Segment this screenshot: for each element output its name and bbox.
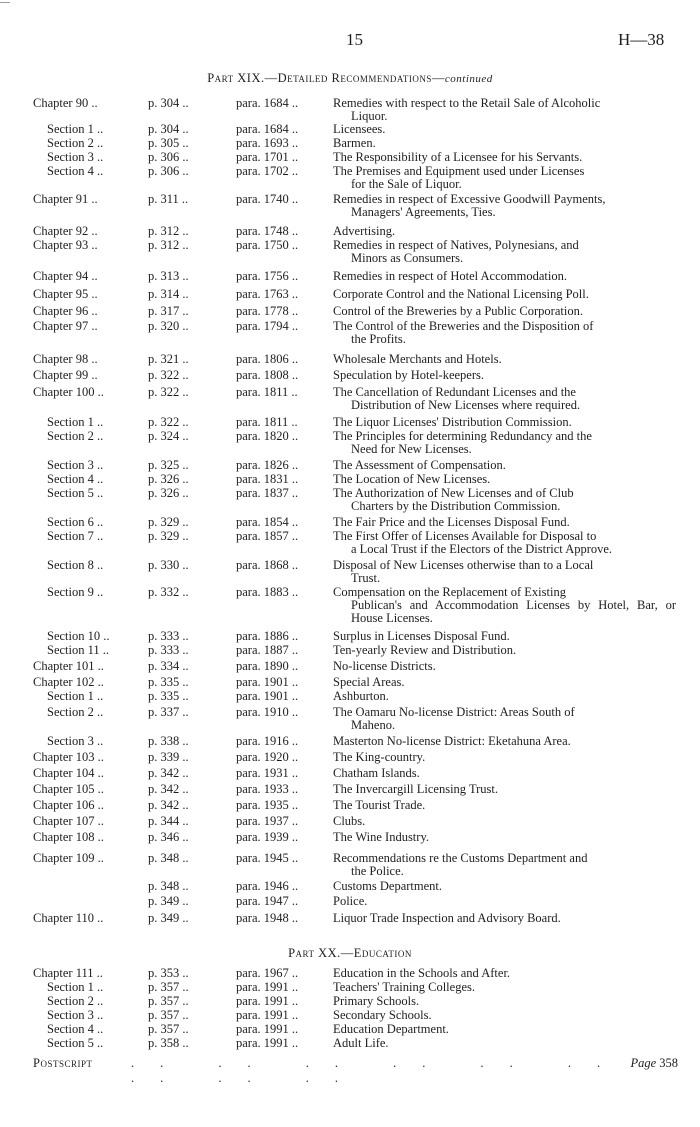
entry-title-line: Masterton No-license District: Eketahuna Area. — [333, 734, 571, 748]
entry-title-line: Police. — [333, 894, 368, 908]
paragraph-reference: para. 1820 .. — [236, 429, 299, 443]
paragraph-reference: para. 1939 .. — [236, 830, 299, 844]
section-label: Section 8 .. — [47, 558, 104, 572]
entry-title — [333, 459, 676, 472]
page-reference: p. 349 .. — [148, 894, 189, 908]
postscript-page-word: Page — [630, 1056, 657, 1070]
entry-title — [333, 852, 676, 878]
page-reference: p. 333 .. — [148, 629, 189, 643]
part-xx-heading-text: Part XX.—Education — [288, 946, 412, 960]
paragraph-reference: para. 1947 .. — [236, 894, 299, 908]
entry-title — [333, 690, 676, 703]
chapter-label: Chapter 101 .. — [33, 659, 104, 673]
chapter-label: Chapter 98 .. — [33, 352, 98, 366]
section-label: Section 2 .. — [47, 705, 104, 719]
entry-title-line: The First Offer of Licenses Available for Disposal to — [333, 529, 597, 543]
section-label: Section 3 .. — [47, 1008, 104, 1022]
page-reference: p. 306 .. — [148, 150, 189, 164]
entry-title — [333, 815, 676, 828]
page-reference: p. 321 .. — [148, 352, 189, 366]
page-reference: p. 357 .. — [148, 994, 189, 1008]
paragraph-reference: para. 1883 .. — [236, 585, 299, 599]
page-reference: p. 333 .. — [148, 643, 189, 657]
paragraph-reference: para. 1756 .. — [236, 269, 299, 283]
entry-title — [333, 416, 676, 429]
paragraph-reference: para. 1806 .. — [236, 352, 299, 366]
entry-title-line: The Wine Industry. — [333, 830, 430, 844]
page-reference: p. 322 .. — [148, 368, 189, 382]
entry-title — [333, 751, 676, 764]
entry-title-continuation: Need for New Licenses. — [351, 442, 472, 456]
entry-title-line: The Location of New Licenses. — [333, 472, 491, 486]
entry-title — [333, 630, 676, 643]
paragraph-reference: para. 1794 .. — [236, 319, 299, 333]
paragraph-reference: para. 1991 .. — [236, 1036, 299, 1050]
entry-title-line: Surplus in Licenses Disposal Fund. — [333, 629, 510, 643]
entry-title-continuation: the Profits. — [351, 332, 406, 346]
paragraph-reference: para. 1935 .. — [236, 798, 299, 812]
page-reference: p. 334 .. — [148, 659, 189, 673]
section-label: Section 4 .. — [47, 472, 104, 486]
page-reference: p. 304 .. — [148, 122, 189, 136]
paragraph-reference: para. 1916 .. — [236, 734, 299, 748]
page-reference: p. 312 .. — [148, 238, 189, 252]
entry-title-line: Education in the Schools and After. — [333, 966, 511, 980]
paragraph-reference: para. 1740 .. — [236, 192, 299, 206]
entry-title-line: Liquor Trade Inspection and Advisory Board. — [333, 911, 561, 925]
entry-title — [333, 644, 676, 657]
entry-title-line: The Premises and Equipment used under Licenses — [333, 164, 585, 178]
paragraph-reference: para. 1811 .. — [236, 385, 298, 399]
page-reference: p. 357 .. — [148, 980, 189, 994]
entry-title-line: The Responsibility of a Licensee for his Servants. — [333, 150, 583, 164]
page-reference: p. 322 .. — [148, 385, 189, 399]
entry-title — [333, 430, 676, 456]
paragraph-reference: para. 1887 .. — [236, 643, 299, 657]
entry-title — [333, 676, 676, 689]
entry-title — [333, 151, 676, 164]
entry-title — [333, 895, 676, 908]
entry-title — [333, 353, 676, 366]
entry-title-continuation: for the Sale of Liquor. — [351, 177, 462, 191]
postscript-leaders: .. .. .. .. .. .. .. .. .. — [131, 1056, 627, 1085]
section-label: Section 6 .. — [47, 515, 104, 529]
chapter-label: Chapter 104 .. — [33, 766, 104, 780]
chapter-label: Chapter 93 .. — [33, 238, 98, 252]
section-label: Section 2 .. — [47, 994, 104, 1008]
entry-title-line: Clubs. — [333, 814, 366, 828]
paragraph-reference: para. 1931 .. — [236, 766, 299, 780]
paragraph-reference: para. 1831 .. — [236, 472, 299, 486]
part-xix-heading-text: Part XIX.—Detailed Recommendations— — [207, 71, 445, 85]
entry-title-line: Remedies in respect of Hotel Accommodation. — [333, 269, 567, 283]
page-reference: p. 326 .. — [148, 486, 189, 500]
entry-title-continuation: the Police. — [351, 864, 404, 878]
paragraph-reference: para. 1868 .. — [236, 558, 299, 572]
entry-title — [333, 473, 676, 486]
page-reference: p. 329 .. — [148, 515, 189, 529]
paragraph-reference: para. 1910 .. — [236, 705, 299, 719]
corner-mark — [0, 2, 10, 3]
entry-title-continuation: Distribution of New Licenses where required. — [351, 398, 581, 412]
paragraph-reference: para. 1701 .. — [236, 150, 299, 164]
paragraph-reference: para. 1826 .. — [236, 458, 299, 472]
chapter-label: Chapter 99 .. — [33, 368, 98, 382]
page-reference: p. 342 .. — [148, 798, 189, 812]
entry-title-line: Teachers' Training Colleges. — [333, 980, 475, 994]
entry-title-line: Barmen. — [333, 136, 376, 150]
entry-title-line: Licensees. — [333, 122, 386, 136]
paragraph-reference: para. 1991 .. — [236, 1008, 299, 1022]
entry-title-line: The Liquor Licenses' Distribution Commission. — [333, 415, 572, 429]
chapter-label: Chapter 109 .. — [33, 851, 104, 865]
entry-title-line: The Tourist Trade. — [333, 798, 426, 812]
entry-title-line: The Invercargill Licensing Trust. — [333, 782, 499, 796]
postscript-page-number: 358 — [659, 1056, 678, 1070]
paragraph-reference: para. 1991 .. — [236, 1022, 299, 1036]
paragraph-reference: para. 1778 .. — [236, 304, 299, 318]
chapter-label: Chapter 94 .. — [33, 269, 98, 283]
entry-title — [333, 487, 676, 513]
section-label: Section 2 .. — [47, 429, 104, 443]
entry-title-line: Ashburton. — [333, 689, 389, 703]
chapter-label: Chapter 105 .. — [33, 782, 104, 796]
entry-title-line: Compensation on the Replacement of Existing — [333, 585, 566, 599]
entry-title-line: Customs Department. — [333, 879, 443, 893]
entry-title — [333, 1009, 676, 1022]
page-reference: p. 337 .. — [148, 705, 189, 719]
entry-title-line: Advertising. — [333, 224, 396, 238]
page-reference: p. 320 .. — [148, 319, 189, 333]
page-reference: p. 313 .. — [148, 269, 189, 283]
section-label: Section 4 .. — [47, 1022, 104, 1036]
entry-title — [333, 288, 676, 301]
entry-title-line: The Control of the Breweries and the Disposition of — [333, 319, 594, 333]
entry-title — [333, 369, 676, 382]
entry-title-line: Adult Life. — [333, 1036, 389, 1050]
section-label: Section 2 .. — [47, 136, 104, 150]
page-reference: p. 344 .. — [148, 814, 189, 828]
entry-title — [333, 530, 676, 556]
entry-title — [333, 165, 676, 191]
paragraph-reference: para. 1750 .. — [236, 238, 299, 252]
chapter-label: Chapter 108 .. — [33, 830, 104, 844]
paragraph-reference: para. 1991 .. — [236, 980, 299, 994]
entry-title-line: The Cancellation of Redundant Licenses and the — [333, 385, 576, 399]
chapter-label: Chapter 97 .. — [33, 319, 98, 333]
page-reference: p. 324 .. — [148, 429, 189, 443]
entry-title-line: Education Department. — [333, 1022, 449, 1036]
page-reference: p. 314 .. — [148, 287, 189, 301]
section-label: Section 4 .. — [47, 164, 104, 178]
postscript-page — [630, 1056, 678, 1071]
entry-title-line: No-license Districts. — [333, 659, 436, 673]
entry-title — [333, 193, 676, 219]
entry-title-line: Speculation by Hotel-keepers. — [333, 368, 484, 382]
entry-title — [333, 586, 676, 625]
page-reference: p. 330 .. — [148, 558, 189, 572]
section-label: Section 5 .. — [47, 486, 104, 500]
paragraph-reference: para. 1945 .. — [236, 851, 299, 865]
entry-title-line: The Assessment of Compensation. — [333, 458, 506, 472]
entry-title — [333, 783, 676, 796]
page-reference: p. 335 .. — [148, 675, 189, 689]
paragraph-reference: para. 1857 .. — [236, 529, 299, 543]
section-label: Section 1 .. — [47, 980, 104, 994]
entry-title-line: Remedies in respect of Excessive Goodwill Payments, — [333, 192, 606, 206]
paragraph-reference: para. 1748 .. — [236, 224, 299, 238]
chapter-label: Chapter 111 .. — [33, 966, 103, 980]
entry-title — [333, 995, 676, 1008]
page-reference: p. 346 .. — [148, 830, 189, 844]
paragraph-reference: para. 1808 .. — [236, 368, 299, 382]
chapter-label: Chapter 102 .. — [33, 675, 104, 689]
paragraph-reference: para. 1890 .. — [236, 659, 299, 673]
entry-title — [333, 799, 676, 812]
page-reference: p. 339 .. — [148, 750, 189, 764]
paragraph-reference: para. 1763 .. — [236, 287, 299, 301]
paragraph-reference: para. 1684 .. — [236, 96, 299, 110]
entry-title — [333, 831, 676, 844]
chapter-label: Chapter 106 .. — [33, 798, 104, 812]
page-reference: p. 357 .. — [148, 1008, 189, 1022]
paragraph-reference: para. 1920 .. — [236, 750, 299, 764]
entry-title — [333, 320, 676, 346]
chapter-label: Chapter 110 .. — [33, 911, 104, 925]
entry-title — [333, 123, 676, 136]
entry-title — [333, 981, 676, 994]
entry-title-line: Disposal of New Licenses otherwise than to a Local — [333, 558, 594, 572]
entry-title-line: Primary Schools. — [333, 994, 420, 1008]
entry-title-line: Ten-yearly Review and Distribution. — [333, 643, 517, 657]
entry-title-line: Remedies in respect of Natives, Polynesians, and — [333, 238, 579, 252]
section-label: Section 7 .. — [47, 529, 104, 543]
paragraph-reference: para. 1886 .. — [236, 629, 299, 643]
entry-title — [333, 270, 676, 283]
entry-title-line: Recommendations re the Customs Department and — [333, 851, 588, 865]
entry-title-line: The King-country. — [333, 750, 426, 764]
entry-title-continuation: Minors as Consumers. — [351, 251, 464, 265]
paragraph-reference: para. 1684 .. — [236, 122, 299, 136]
entry-title — [333, 880, 676, 893]
entry-title-line: The Oamaru No-license District: Areas South of — [333, 705, 575, 719]
page-reference: p. 358 .. — [148, 1036, 189, 1050]
page-reference: p. 342 .. — [148, 782, 189, 796]
entry-title-continuation: Publican's and Accommodation Licenses by Hotel, Bar, or House Licenses. — [351, 598, 676, 625]
page-reference: p. 357 .. — [148, 1022, 189, 1036]
entry-title — [333, 735, 676, 748]
entry-title-continuation: Managers' Agreements, Ties. — [351, 205, 496, 219]
page-reference: p. 326 .. — [148, 472, 189, 486]
page-reference: p. 348 .. — [148, 879, 189, 893]
entry-title-line: Secondary Schools. — [333, 1008, 432, 1022]
chapter-label: Chapter 92 .. — [33, 224, 98, 238]
chapter-label: Chapter 103 .. — [33, 750, 104, 764]
page-reference: p. 317 .. — [148, 304, 189, 318]
entry-title-line: Wholesale Merchants and Hotels. — [333, 352, 502, 366]
paragraph-reference: para. 1854 .. — [236, 515, 299, 529]
page-reference: p. 338 .. — [148, 734, 189, 748]
entry-title — [333, 660, 676, 673]
paragraph-reference: para. 1946 .. — [236, 879, 299, 893]
page-reference: p. 342 .. — [148, 766, 189, 780]
entry-title — [333, 386, 676, 412]
entry-title-continuation: Charters by the Distribution Commission. — [351, 499, 561, 513]
chapter-label: Chapter 91 .. — [33, 192, 98, 206]
entry-title — [333, 225, 676, 238]
page-reference: p. 349 .. — [148, 911, 189, 925]
entry-title — [333, 967, 676, 980]
chapter-label: Chapter 100 .. — [33, 385, 104, 399]
entry-title-line: The Authorization of New Licenses and of Club — [333, 486, 574, 500]
section-label: Section 11 .. — [47, 643, 110, 657]
page-reference: p. 312 .. — [148, 224, 189, 238]
page-reference: p. 325 .. — [148, 458, 189, 472]
entry-title — [333, 1023, 676, 1036]
entry-title — [333, 767, 676, 780]
entry-title-line: Remedies with respect to the Retail Sale of Alcoholic — [333, 96, 601, 110]
section-label: Section 5 .. — [47, 1036, 104, 1050]
paragraph-reference: para. 1837 .. — [236, 486, 299, 500]
entry-title-continuation: Liquor. — [351, 109, 388, 123]
paragraph-reference: para. 1901 .. — [236, 689, 299, 703]
section-label: Section 10 .. — [47, 629, 110, 643]
page-reference: p. 304 .. — [148, 96, 189, 110]
entry-title-line: Chatham Islands. — [333, 766, 420, 780]
page-reference: p. 305 .. — [148, 136, 189, 150]
page-reference: p. 306 .. — [148, 164, 189, 178]
part-xix-heading-continued: continued — [444, 73, 493, 85]
paragraph-reference: para. 1937 .. — [236, 814, 299, 828]
page-reference: p. 348 .. — [148, 851, 189, 865]
page-reference: p. 335 .. — [148, 689, 189, 703]
section-label: Section 3 .. — [47, 458, 104, 472]
paragraph-reference: para. 1933 .. — [236, 782, 299, 796]
entry-title-continuation: a Local Trust if the Electors of the District Approve. — [351, 542, 613, 556]
entry-title-line: Corporate Control and the National Licensing Poll. — [333, 287, 589, 301]
entry-title — [333, 305, 676, 318]
paragraph-reference: para. 1811 .. — [236, 415, 298, 429]
paragraph-reference: para. 1967 .. — [236, 966, 299, 980]
entry-title-line: The Principles for determining Redundancy and the — [333, 429, 592, 443]
entry-title — [333, 516, 676, 529]
entry-title-line: The Fair Price and the Licenses Disposal Fund. — [333, 515, 570, 529]
paragraph-reference: para. 1693 .. — [236, 136, 299, 150]
part-xix-heading — [0, 71, 700, 86]
paragraph-reference: para. 1702 .. — [236, 164, 299, 178]
section-label: Section 1 .. — [47, 415, 104, 429]
section-label: Section 9 .. — [47, 585, 104, 599]
page-reference: p. 329 .. — [148, 529, 189, 543]
section-label: Section 3 .. — [47, 734, 104, 748]
entry-title-continuation: Maheno. — [351, 718, 396, 732]
part-xx-heading — [0, 946, 700, 961]
section-label: Section 3 .. — [47, 150, 104, 164]
paragraph-reference: para. 1901 .. — [236, 675, 299, 689]
section-label: Section 1 .. — [47, 122, 104, 136]
entry-title-line: Special Areas. — [333, 675, 405, 689]
paragraph-reference: para. 1948 .. — [236, 911, 299, 925]
page-reference: p. 322 .. — [148, 415, 189, 429]
page-reference: p. 353 .. — [148, 966, 189, 980]
chapter-label: Chapter 96 .. — [33, 304, 98, 318]
chapter-label: Chapter 90 .. — [33, 96, 98, 110]
entry-title — [333, 97, 676, 123]
postscript-label: Postscript — [33, 1056, 93, 1070]
chapter-label: Chapter 107 .. — [33, 814, 104, 828]
entry-title-continuation: Trust. — [351, 571, 381, 585]
entry-title — [333, 1037, 676, 1050]
page-reference: p. 332 .. — [148, 585, 189, 599]
section-label: Section 1 .. — [47, 689, 104, 703]
page-number: 15 — [346, 30, 363, 49]
entry-title — [333, 137, 676, 150]
chapter-label: Chapter 95 .. — [33, 287, 98, 301]
page-reference: p. 311 .. — [148, 192, 189, 206]
entry-title — [333, 912, 676, 925]
entry-title — [333, 706, 676, 732]
paragraph-reference: para. 1991 .. — [236, 994, 299, 1008]
entry-title-line: Control of the Breweries by a Public Corporation. — [333, 304, 583, 318]
entry-title — [333, 239, 676, 265]
entry-title — [333, 559, 676, 585]
document-reference: H—38 — [618, 30, 665, 49]
